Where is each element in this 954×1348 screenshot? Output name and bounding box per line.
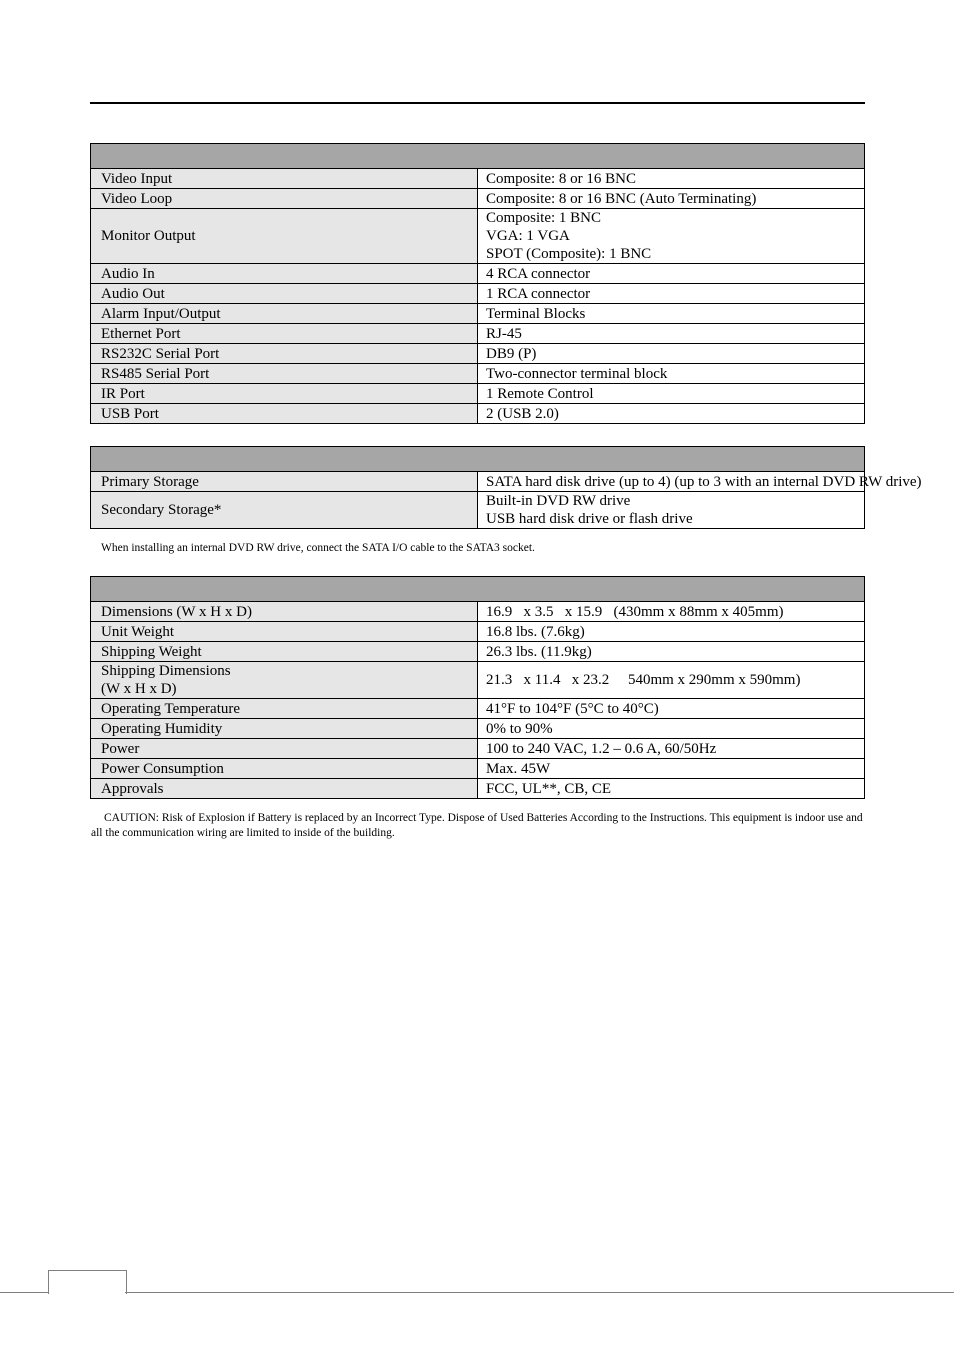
row-label: Dimensions (W x H x D): [91, 602, 478, 622]
row-value-line: Max. 45W: [486, 760, 551, 777]
row-value: [478, 779, 865, 799]
row-value: [478, 364, 865, 384]
row-value-line: 1 RCA connector: [486, 285, 591, 302]
header-rule: [90, 102, 865, 104]
row-value-line: Terminal Blocks: [486, 305, 586, 322]
row-value-line: USB hard disk drive or flash drive: [486, 511, 693, 527]
caution-footnote: CAUTION: Risk of Explosion if Battery is replaced by an Incorrect Type. Dispose of Used Batteries According to the Instructions. This equipment is indoor use and all the communication wiring are limited to inside of the building.: [91, 812, 863, 839]
row-value-line: 2 (USB 2.0): [486, 405, 559, 422]
table-row: [91, 304, 865, 324]
row-label: Operating Temperature: [91, 699, 478, 719]
row-value: [478, 602, 865, 622]
table-header-bar: [91, 144, 865, 169]
row-value-line: 21.3 x 11.4 x 23.2 540mm x 290mm x 590mm): [486, 672, 801, 688]
row-label: Shipping Weight: [91, 642, 478, 662]
row-value-line: 26.3 lbs. (11.9kg): [486, 643, 592, 660]
table-row: [91, 169, 865, 189]
row-value: [478, 384, 865, 404]
table-row: [91, 404, 865, 424]
storage-footnote: When installing an internal DVD RW drive, connect the SATA I/O cable to the SATA3 socket.: [101, 542, 535, 554]
row-label: Shipping Dimensions (W x H x D): [91, 662, 478, 699]
row-label: Power Consumption: [91, 759, 478, 779]
row-value: [478, 324, 865, 344]
row-label: RS485 Serial Port: [91, 364, 478, 384]
row-label: IR Port: [91, 384, 478, 404]
table-header-bar: [91, 577, 865, 602]
row-value-line: Built-in DVD RW drive: [486, 493, 631, 509]
footer-rule-right: [125, 1292, 954, 1293]
row-label: Primary Storage: [91, 472, 478, 492]
storage-spec-table: [90, 446, 922, 529]
row-label: Audio In: [91, 264, 478, 284]
row-value: [478, 304, 865, 324]
table-header-bar: [91, 447, 865, 472]
row-value-line: 41°F to 104°F (5°C to 40°C): [486, 700, 659, 717]
table-header-cell: [91, 144, 865, 169]
row-value: [478, 719, 865, 739]
table-row: [91, 642, 865, 662]
row-value-line: FCC, UL**, CB, CE: [486, 780, 612, 797]
table-row: [91, 719, 865, 739]
table-row: [91, 364, 865, 384]
row-value-line: Composite: 8 or 16 BNC: [486, 170, 637, 187]
row-label: Approvals: [91, 779, 478, 799]
row-label: Unit Weight: [91, 622, 478, 642]
row-value: [478, 169, 865, 189]
row-label: Audio Out: [91, 284, 478, 304]
row-value: [478, 662, 865, 699]
row-value-line: Composite: 8 or 16 BNC (Auto Terminating): [486, 190, 757, 207]
row-value: [478, 264, 865, 284]
table-row: [91, 209, 865, 264]
row-value-line: 4 RCA connector: [486, 265, 591, 282]
table-row: [91, 662, 865, 699]
row-value-line: 16.9 x 3.5 x 15.9 (430mm x 88mm x 405mm): [486, 603, 784, 620]
table-row: [91, 779, 865, 799]
row-value: [478, 759, 865, 779]
table-row: [91, 699, 865, 719]
table-header-cell: [91, 447, 865, 472]
table-row: [91, 384, 865, 404]
row-label: Secondary Storage*: [91, 492, 478, 529]
table-row: [91, 284, 865, 304]
row-value-line: Two-connector terminal block: [486, 365, 668, 382]
row-value: [478, 739, 865, 759]
row-value: [478, 472, 922, 492]
table-row: [91, 759, 865, 779]
row-label: Monitor Output: [91, 209, 478, 264]
row-value-line: VGA: 1 VGA: [486, 228, 570, 244]
footer-rule-left: [0, 1292, 49, 1293]
row-value-line: RJ-45: [486, 325, 522, 342]
row-label: Alarm Input/Output: [91, 304, 478, 324]
row-label: RS232C Serial Port: [91, 344, 478, 364]
row-value: [478, 209, 865, 264]
general-spec-table: [90, 576, 865, 799]
table-row: [91, 189, 865, 209]
row-value-line: Composite: 1 BNC: [486, 210, 602, 226]
table-row: [91, 472, 865, 492]
row-label: Video Loop: [91, 189, 478, 209]
row-value: [478, 642, 865, 662]
table-row: [91, 344, 865, 364]
row-value: [478, 699, 865, 719]
row-value-line: SATA hard disk drive (up to 4) (up to 3 with an internal DVD RW drive): [486, 473, 922, 490]
row-value: [478, 344, 865, 364]
table-row: [91, 602, 865, 622]
row-label: USB Port: [91, 404, 478, 424]
table-row: [91, 739, 865, 759]
row-value: [478, 284, 865, 304]
table-row: [91, 492, 865, 529]
row-label: Power: [91, 739, 478, 759]
row-value: [478, 404, 865, 424]
row-label: Video Input: [91, 169, 478, 189]
row-value-line: DB9 (P): [486, 345, 537, 362]
connectors-spec-table: [90, 143, 865, 424]
page-number-tab: [48, 1270, 127, 1294]
table-row: [91, 324, 865, 344]
table-header-cell: [91, 577, 865, 602]
table-row: [91, 622, 865, 642]
table-row: [91, 264, 865, 284]
row-value: [478, 622, 865, 642]
row-value-line: 0% to 90%: [486, 720, 553, 737]
row-label: Ethernet Port: [91, 324, 478, 344]
row-value-line: SPOT (Composite): 1 BNC: [486, 246, 652, 262]
row-value-line: 100 to 240 VAC, 1.2 – 0.6 A, 60/50Hz: [486, 740, 717, 757]
row-label: Operating Humidity: [91, 719, 478, 739]
row-value-line: 16.8 lbs. (7.6kg): [486, 623, 585, 640]
row-value: [478, 492, 865, 529]
row-value: [478, 189, 865, 209]
row-value-line: 1 Remote Control: [486, 385, 594, 402]
